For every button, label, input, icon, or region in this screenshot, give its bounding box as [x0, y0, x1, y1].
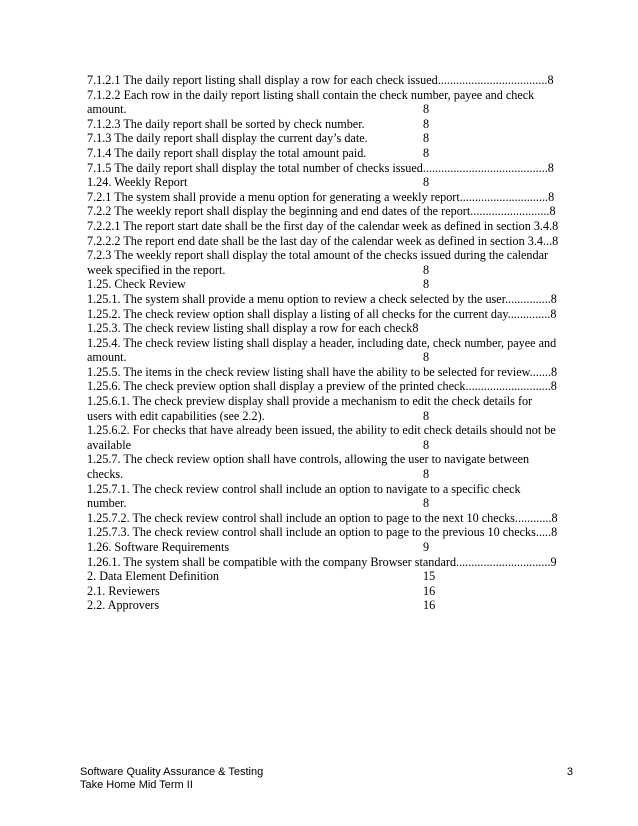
footer-assignment-title: Take Home Mid Term II [80, 779, 193, 791]
toc-page-number: 8 [423, 175, 430, 190]
toc-entry-text: 1.25.7.1. The check review control shall include an option to navigate to a specific check [87, 481, 521, 496]
toc-entry [87, 350, 575, 365]
toc-entry [87, 452, 575, 467]
toc-entry-text: 7.1.2.3 The daily report shall be sorted by check number. [87, 116, 365, 131]
toc-entry-text: 2. Data Element Definition [87, 569, 219, 584]
toc-page-number: 8 [423, 102, 430, 117]
toc-entry-text: 7.2.2 The weekly report shall display the beginning and end dates of the report..........................8 [87, 204, 556, 219]
toc-entry [87, 409, 575, 424]
toc-entry [87, 584, 575, 599]
toc-entry [87, 131, 575, 146]
page-footer [80, 766, 575, 792]
toc-page-number: 8 [423, 496, 430, 511]
toc-entry [87, 336, 575, 351]
toc-entry-text: amount. [87, 350, 127, 365]
toc-entry [87, 234, 575, 249]
toc-entry-text: 7.2.2.2 The report end date shall be the last day of the calendar week as defined in section 3.4...8 [87, 233, 559, 248]
toc-entry [87, 379, 575, 394]
toc-entry [87, 204, 575, 219]
toc-entry [87, 598, 575, 613]
toc-entry [87, 146, 575, 161]
toc-entry [87, 467, 575, 482]
toc-entry-text: 1.25.6.2. For checks that have already been issued, the ability to edit check details should not be [87, 423, 556, 438]
toc-entry-text: 1.26. Software Requirements [87, 540, 230, 554]
toc-entry-text: 2.2. Approvers [87, 598, 160, 613]
toc-page-number: 8 [423, 350, 430, 365]
toc-page-number: 8 [423, 145, 430, 160]
toc-entry [87, 438, 575, 453]
toc-page-number: 16 [423, 598, 436, 613]
toc-page-number: 8 [423, 467, 430, 482]
toc-entry [87, 307, 575, 322]
toc-entry [87, 219, 575, 234]
toc-entry-text: 1.25.7.2. The check review control shall include an option to page to the next 10 checks............8 [87, 510, 558, 525]
toc-entry [87, 511, 575, 526]
toc-page-number: 8 [423, 262, 430, 277]
toc-page-number: 15 [423, 569, 436, 584]
toc-entry-text: 1.25.7. The check review option shall have controls, allowing the user to navigate between [87, 452, 530, 467]
toc-entry [87, 394, 575, 409]
toc-entry-text: users with edit capabilities (see 2.2). [87, 408, 265, 423]
toc-entry-text: 7.1.2.2 Each row in the daily report listing shall contain the check number, payee and check [87, 87, 535, 102]
toc-entry-text: 1.25. Check Review [87, 277, 186, 292]
toc-entry-text: 7.1.4 The daily report shall display the total amount paid. [87, 145, 367, 160]
toc-entry-text: 1.25.6. The check preview option shall display a preview of the printed check............................8 [87, 379, 557, 394]
toc-page-number: 16 [423, 583, 436, 598]
toc-entry-text: 7.1.5 The daily report shall display the total number of checks issued.........................................8 [87, 160, 554, 175]
toc-entry-text: 7.1.2.1 The daily report listing shall display a row for each check issued....................................8 [87, 73, 554, 87]
toc-page-number: 8 [423, 116, 430, 131]
toc-entry-text: 7.1.3 The daily report shall display the current day’s date. [87, 131, 368, 146]
toc-entry-text: 7.2.1 The system shall provide a menu option for generating a weekly report.............................8 [87, 189, 555, 204]
footer-course-title: Software Quality Assurance & Testing [80, 766, 264, 778]
toc-entry [87, 277, 575, 292]
toc-entry [87, 496, 575, 511]
toc-entry-text: checks. [87, 467, 124, 482]
toc-entry [87, 248, 575, 263]
toc-entry [87, 73, 575, 88]
toc-entry-text: 7.2.2.1 The report start date shall be the first day of the calendar week as defined in section 3.4.8 [87, 218, 559, 233]
toc-entry [87, 482, 575, 497]
toc-entry-text: number. [87, 496, 127, 511]
table-of-contents [87, 73, 575, 613]
toc-entry-text: 1.24. Weekly Report [87, 175, 188, 190]
toc-entry [87, 423, 575, 438]
toc-entry [87, 263, 575, 278]
toc-entry [87, 117, 575, 132]
toc-entry-text: 1.25.3. The check review listing shall display a row for each check8 [87, 321, 419, 336]
page-number: 3 [566, 766, 573, 778]
toc-entry [87, 365, 575, 380]
toc-entry [87, 321, 575, 336]
toc-entry-text: 1.25.7.3. The check review control shall include an option to page to the previous 10 checks.....8 [87, 525, 558, 540]
toc-entry [87, 292, 575, 307]
toc-entry-text: 1.25.2. The check review option shall display a listing of all checks for the current day..............8 [87, 306, 557, 321]
toc-entry [87, 555, 575, 570]
toc-entry-text: 7.2.3 The weekly report shall display the total amount of the checks issued during the calendar [87, 248, 549, 263]
toc-entry-text: 1.25.5. The items in the check review listing shall have the ability to be selected for review.......8 [87, 364, 558, 379]
toc-entry [87, 525, 575, 540]
toc-page-number: 8 [423, 277, 430, 292]
toc-entry-text: available [87, 437, 131, 452]
toc-page-number: 9 [423, 540, 430, 554]
toc-entry [87, 190, 575, 205]
toc-entry [87, 175, 575, 190]
toc-entry [87, 102, 575, 117]
toc-entry-text: amount. [87, 102, 127, 117]
toc-entry [87, 569, 575, 584]
toc-entry-text: 1.25.4. The check review listing shall display a header, including date, check number, payee and [87, 335, 557, 350]
toc-entry-text: 1.25.6.1. The check preview display shall provide a mechanism to edit the check details for [87, 394, 533, 409]
toc-page-number: 8 [423, 131, 430, 146]
toc-entry-text: 1.26.1. The system shall be compatible with the company Browser standard...............................9 [87, 554, 557, 569]
toc-entry [87, 161, 575, 176]
toc-entry [87, 540, 575, 555]
toc-entry-text: week specified in the report. [87, 262, 226, 277]
toc-page-number: 8 [423, 437, 430, 452]
toc-entry [87, 88, 575, 103]
toc-entry-text: 1.25.1. The system shall provide a menu option to review a check selected by the user...............8 [87, 291, 557, 306]
toc-page-number: 8 [423, 408, 430, 423]
toc-entry-text: 2.1. Reviewers [87, 583, 160, 598]
